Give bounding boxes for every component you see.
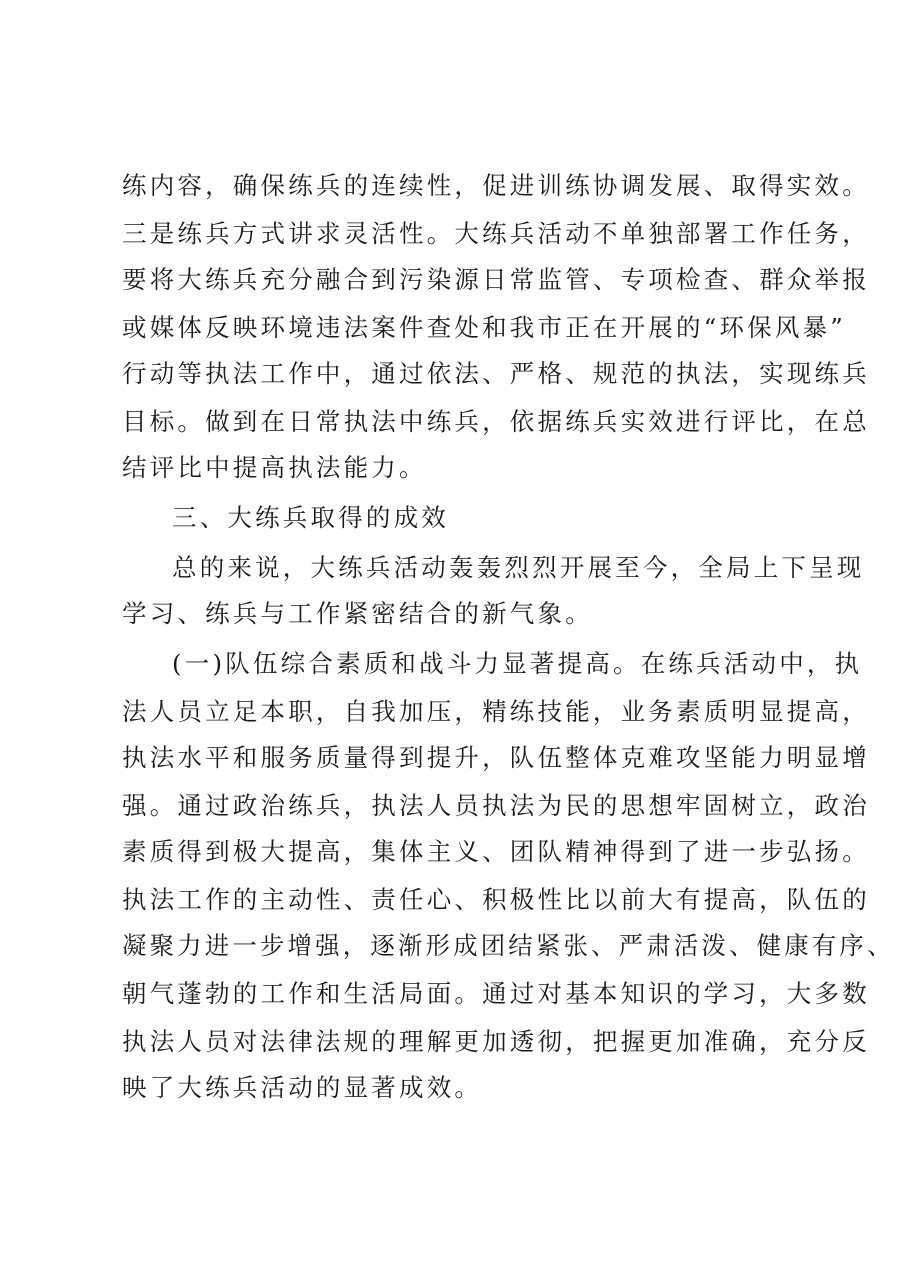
text-line: 映了大练兵活动的显著成效。 (122, 1073, 483, 1102)
text-line: 结评比中提高执法能力。 (122, 453, 427, 482)
text-line: 素质得到极大提高，集体主义、团队精神得到了进一步弘扬。 (122, 837, 870, 866)
text-line: (一)队伍综合素质和战斗力显著提高。在练兵活动中，执 (172, 649, 863, 678)
text-line: 行动等执法工作中，通过依法、严格、规范的执法，实现练兵 (122, 359, 870, 388)
text-line: 朝气蓬勃的工作和生活局面。通过对基本知识的学习，大多数 (122, 979, 870, 1008)
text-line: 总的来说，大练兵活动轰轰烈烈开展至今，全局上下呈现 (172, 553, 865, 582)
text-line: 强。通过政治练兵，执法人员执法为民的思想牢固树立，政治 (122, 791, 870, 820)
text-line: 或媒体反映环境违法案件查处和我市正在开展的“环保风暴” (122, 313, 846, 342)
text-line: 练内容，确保练兵的连续性，促进训练协调发展、取得实效。 (122, 171, 870, 200)
section-heading: 三、大练兵取得的成效 (172, 503, 449, 532)
text-line: 执法人员对法律法规的理解更加透彻，把握更加准确，充分反 (122, 1027, 870, 1056)
text-line: 法人员立足本职，自我加压，精练技能，业务素质明显提高， (122, 697, 870, 726)
text-line: 凝聚力进一步增强，逐渐形成团结紧张、严肃活泼、健康有序、 (122, 931, 895, 960)
text-line: 学习、练兵与工作紧密结合的新气象。 (122, 599, 593, 628)
text-line: 执法水平和服务质量得到提升，队伍整体克难攻坚能力明显增 (122, 743, 870, 772)
text-line: 执法工作的主动性、责任心、积极性比以前大有提高，队伍的 (122, 885, 870, 914)
text-line: 要将大练兵充分融合到污染源日常监管、专项检查、群众举报 (122, 265, 870, 294)
text-line: 目标。做到在日常执法中练兵，依据练兵实效进行评比，在总 (122, 407, 870, 436)
text-line: 三是练兵方式讲求灵活性。大练兵活动不单独部署工作任务， (122, 219, 870, 248)
